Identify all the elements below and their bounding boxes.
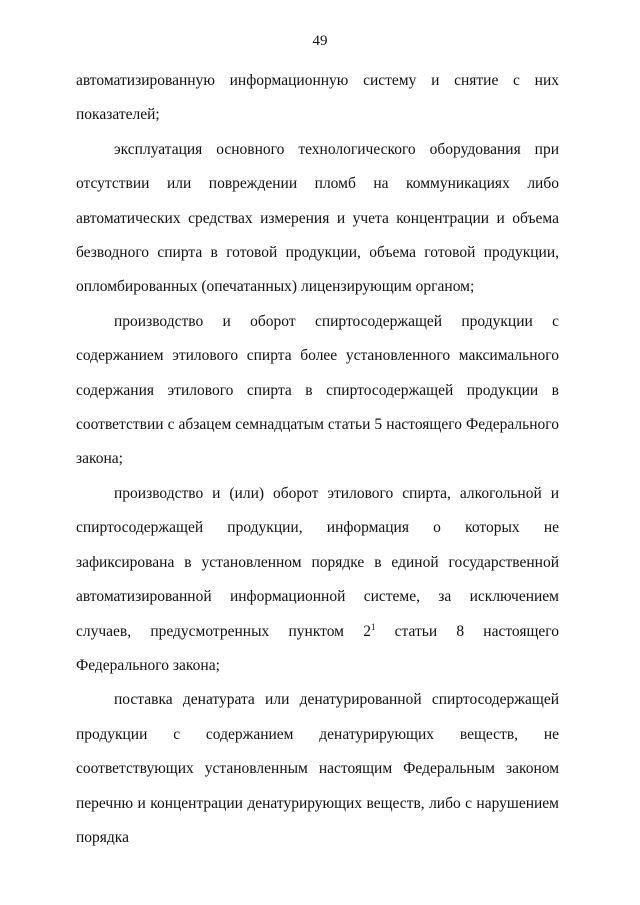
footnote-ref-text: пунктом 2 [288, 622, 371, 640]
paragraph-continuation: автоматизированную информационную систему и снятие с них показателей; [76, 72, 559, 124]
paragraph-unregistered-production [76, 477, 559, 683]
footnote-ref-tail: статьи 8 настоящего Федерального закона; [76, 622, 560, 674]
paragraph-denaturant-supply: поставка денатурата или денатурированной спиртосодержащей продукции с содержанием денатурирующих веществ, не соответствующих установленным настоящим Федеральным законом перечню и концентрации денатурирующих веществ, либо с нарушением порядка [76, 691, 559, 846]
paragraph-unregistered-text: производство и (или) оборот этилового спирта, алкогольной и спиртосодержащей продукции, информация о которых не зафиксирована в установленном порядке в единой государственной автоматизированной информационной системе, за исключением случаев, предусмотренных [76, 484, 559, 640]
page-number: 49 [312, 33, 328, 49]
document-body [76, 64, 559, 855]
paragraph-alcohol-content: производство и оборот спиртосодержащей продукции с содержанием этилового спирта более установленного максимального содержания этилового спирта в спиртосодержащей продукции в соответствии с абзацем семнадцатым статьи 5 настоящего Федерального закона; [76, 312, 559, 468]
paragraph-equipment: эксплуатация основного технологического оборудования при отсутствии или повреждении пломб на коммуникациях либо автоматических средствах измерения и учета концентрации и объема безводного спирта в готовой продукции, объема готовой продукции, опломбированных (опечатанных) лицензирующим органом; [76, 140, 559, 296]
superscript-number: 1 [370, 621, 376, 632]
